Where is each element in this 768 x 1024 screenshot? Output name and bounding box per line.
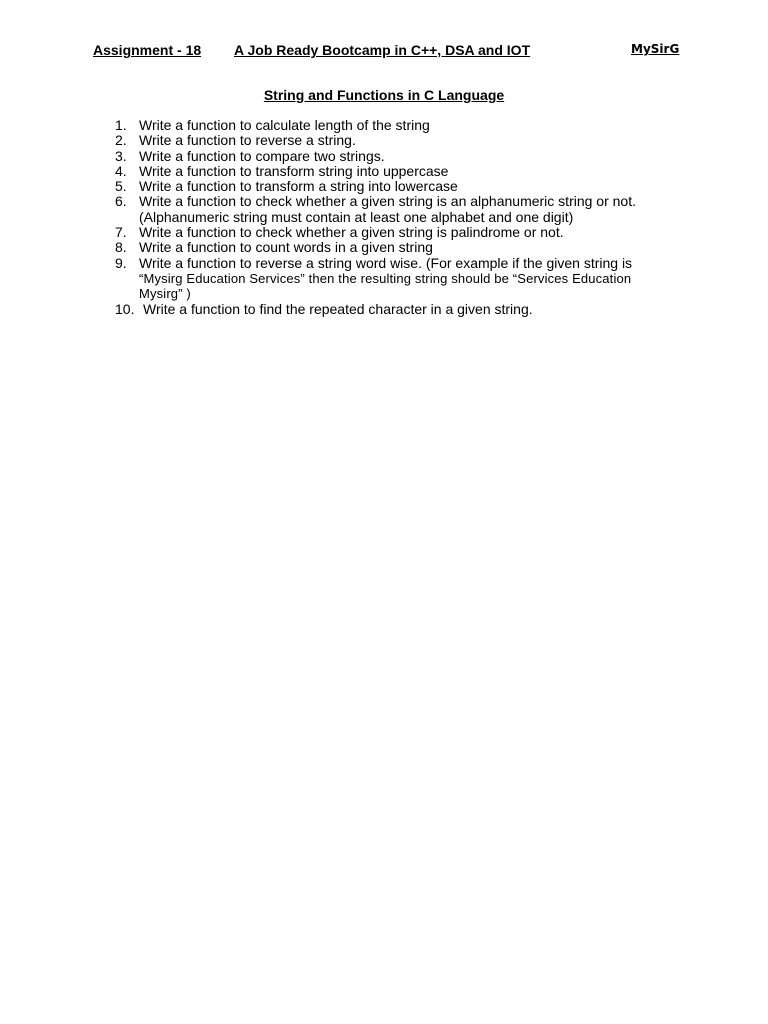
question-number: 5. [115, 178, 127, 195]
question-text: Write a function to check whether a given string is an alphanumeric string or not. [139, 193, 636, 210]
question-text: Write a function to reverse a string. [139, 132, 356, 149]
document-title: String and Functions in C Language [263, 87, 505, 103]
question-number: 3. [115, 147, 127, 164]
list-item [0, 133, 768, 148]
question-number: 10. [115, 300, 135, 317]
brand-name: MySirG [631, 42, 680, 56]
question-text: Write a function to transform string into uppercase [139, 162, 449, 179]
course-title: A Job Ready Bootcamp in C++, DSA and IOT [234, 42, 531, 58]
question-text: Write a function to count words in a given string [139, 239, 433, 256]
question-number: 2. [115, 132, 127, 149]
question-number: 4. [115, 162, 127, 179]
page-header [0, 42, 768, 62]
question-text-continued: Mysirg” ) [139, 286, 191, 302]
list-item [0, 118, 768, 133]
question-number: 6. [115, 193, 127, 210]
question-text-continued: “Mysirg Education Services” then the resulting string should be “Services Education [139, 270, 632, 286]
list-item [0, 302, 768, 317]
question-text: Write a function to find the repeated character in a given string. [143, 300, 533, 317]
question-number: 7. [115, 224, 127, 241]
list-item [0, 164, 768, 179]
question-number: 8. [115, 239, 127, 256]
question-text: Write a function to reverse a string word wise. (For example if the given string is [139, 254, 633, 271]
list-item [0, 225, 768, 240]
question-text-continued: (Alphanumeric string must contain at least one alphabet and one digit) [139, 208, 574, 225]
question-text: Write a function to compare two strings. [139, 147, 385, 164]
list-item [0, 194, 768, 225]
question-number: 9. [115, 254, 127, 271]
list-item [0, 179, 768, 194]
question-text: Write a function to check whether a given string is palindrome or not. [139, 224, 564, 241]
list-item [0, 149, 768, 164]
assignment-number: Assignment - 18 [93, 42, 202, 58]
question-number: 1. [115, 117, 127, 133]
question-list [0, 118, 768, 317]
question-text: Write a function to transform a string into lowercase [139, 178, 458, 195]
list-item [0, 240, 768, 255]
list-item [0, 256, 768, 302]
question-text: Write a function to calculate length of the string [139, 117, 430, 133]
